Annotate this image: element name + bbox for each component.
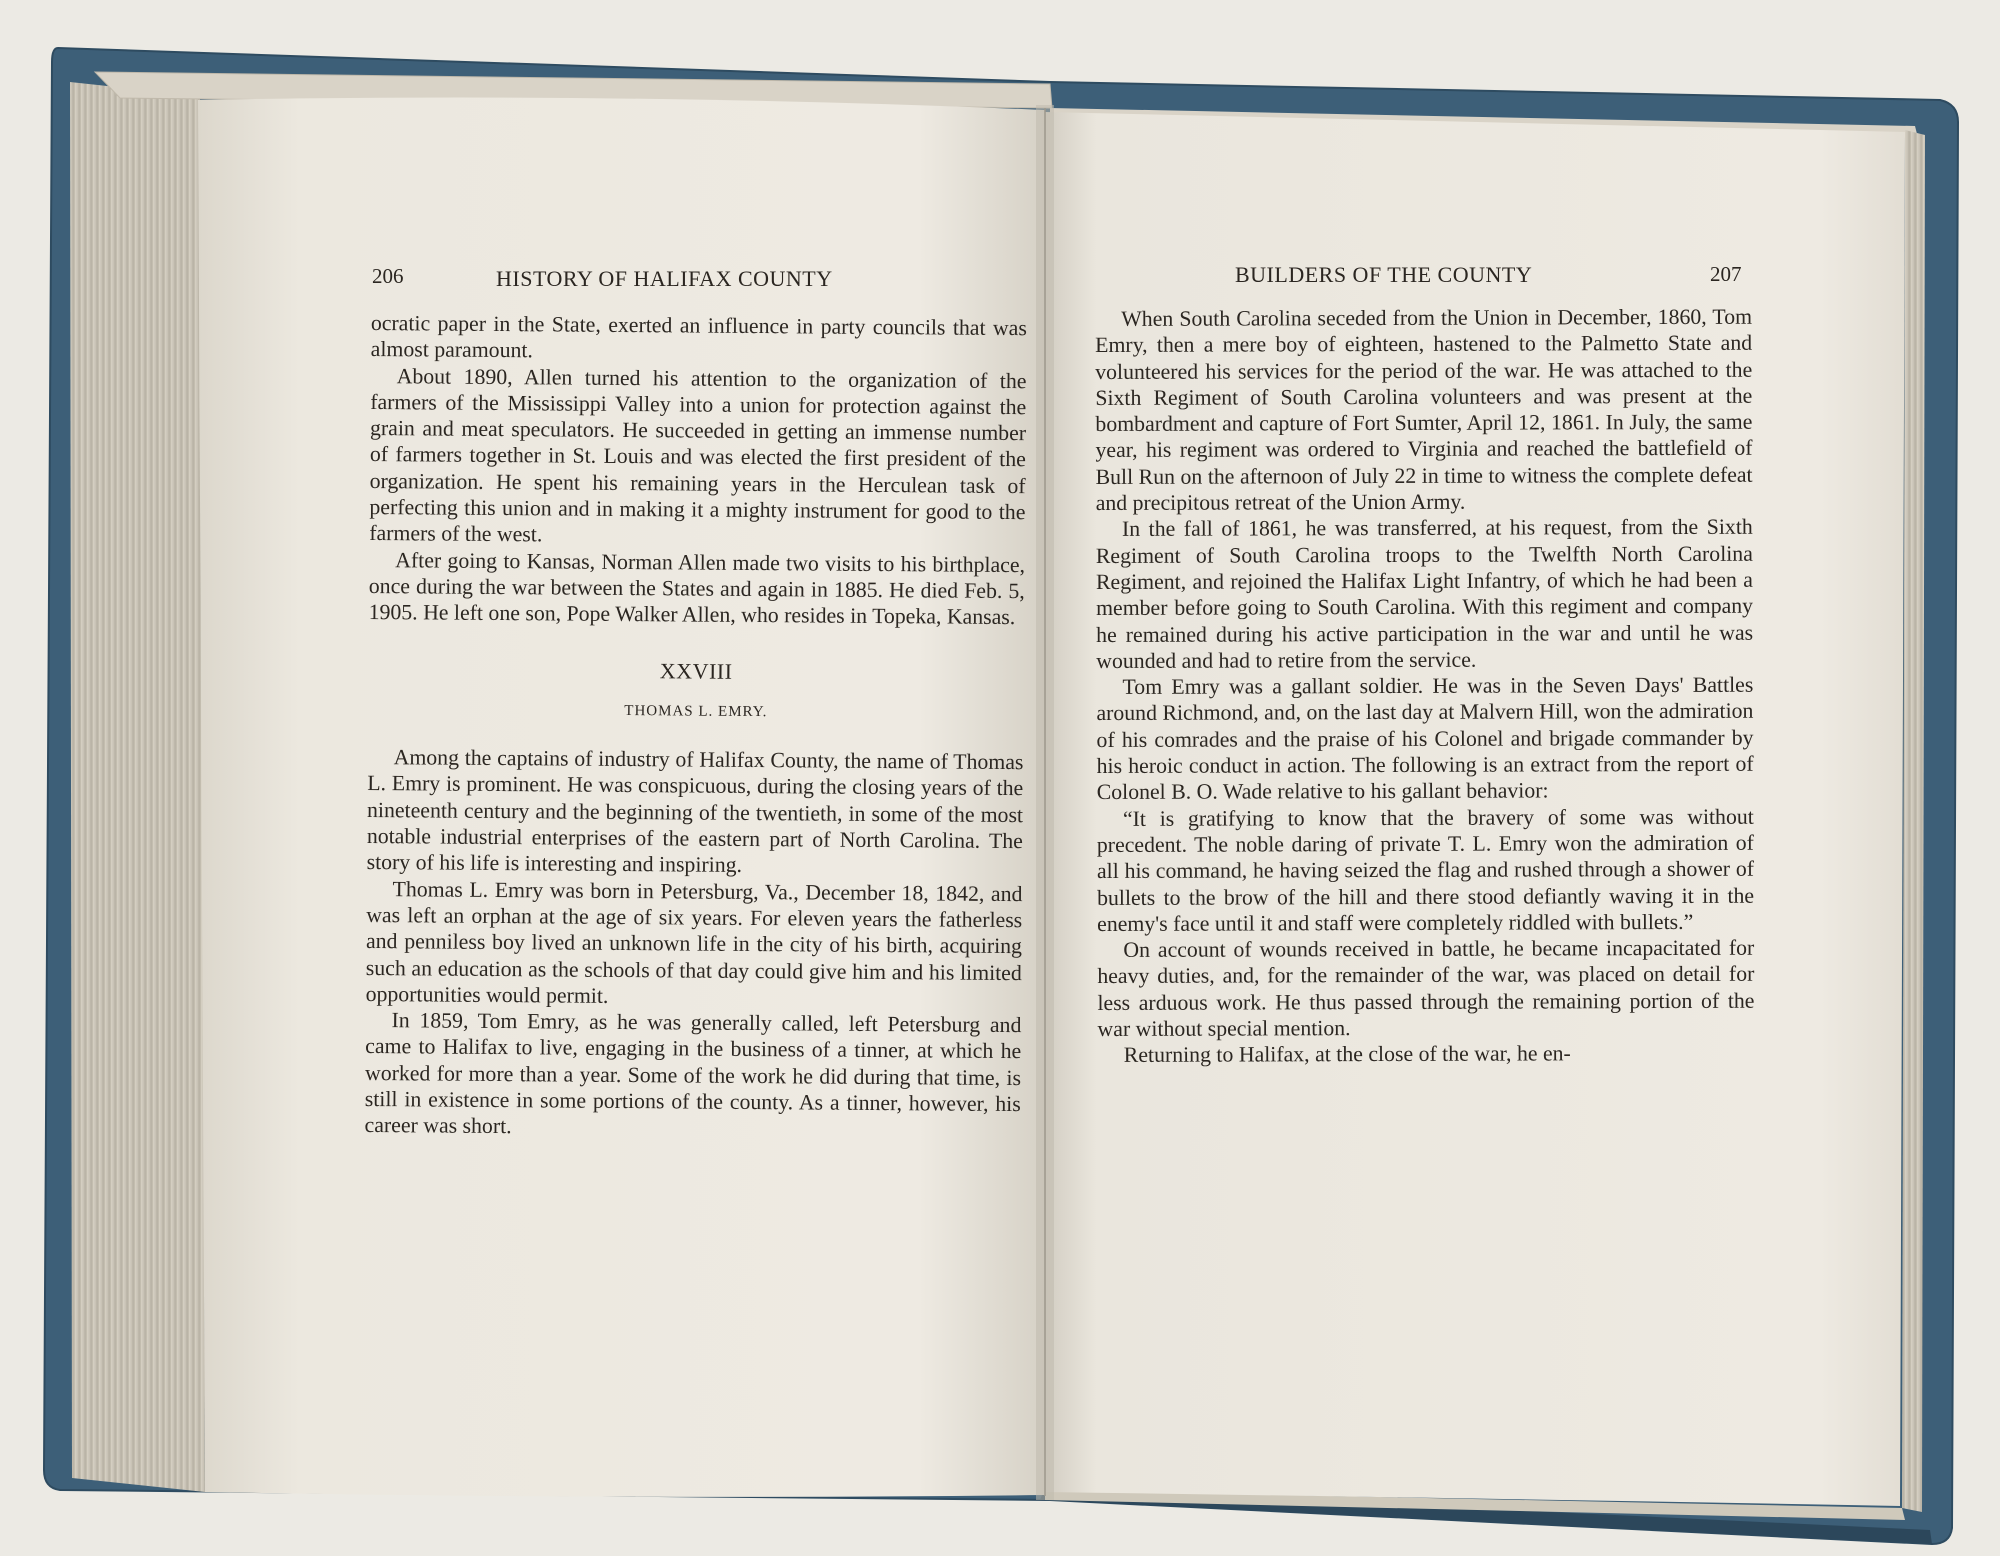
paragraph: On account of wounds received in battle, he became incapacitated for heavy duties, and, for the remainder of the war, was placed on detail for less arduous work. He thus passed through the remaining portion of the war without special mention. [1097, 935, 1755, 1042]
paragraph: In the fall of 1861, he was transferred, at his request, from the Sixth Regiment of South Carolina troops to the Twelfth North Carolina Regiment, and rejoined the Halifax Light Infantry, of which he had been a member before going to South Carolina. With this regiment and company he remained during his active participation in the war and until he was wounded and had to retire from the service. [1095, 515, 1754, 673]
left-page-number: 206 [372, 264, 404, 288]
left-running-head: HISTORY OF HALIFAX COUNTY [496, 266, 833, 291]
paragraph: ocratic paper in the State, exerted an influence in party councils that was almost paramount. [370, 310, 1027, 363]
right-running-head: BUILDERS OF THE COUNTY [1235, 262, 1533, 287]
page-edges-left [70, 82, 205, 1492]
paragraph: When South Carolina seceded from the Union in December, 1860, Tom Emry, then a mere boy of eighteen, hastened to the Palmetto State and volunteered his services for the period of the war. He was attached to the Sixth Regiment of South Carolina volunteers and was present at the bombardment and capture of Fort Sumter, April 12, 1861. In July, the same year, his regiment was ordered to Virginia and reached the battlefield of Bull Run on the afternoon of July 22 in time to witness the complete defeat and precipitous retreat of the Union Army. [1095, 304, 1753, 516]
paragraph: About 1890, Allen turned his attention to the organization of the farmers of the Mississippi Valley into a union for protection against the grain and meat speculators. He succeeded in getting an immense number of farmers together in St. Louis and was elected the first president of the organization. He spent his remaining years in the Herculean task of perfecting this union and in making it a mighty instrument for good to the farmers of the west. [369, 363, 1027, 547]
left-page-body [364, 310, 1026, 1144]
paragraph: Tom Emry was a gallant soldier. He was in the Seven Days' Battles around Richmond, and, on the last day at Malvern Hill, won the admiration of his comrades and the praise of his Colonel and brigade commander by his heroic conduct in action. The following is an extract from the report of Colonel B. O. Wade relative to his gallant behavior: [1096, 672, 1754, 805]
paragraph: Among the captains of industry of Halifax County, the name of Thomas L. Emry is prominent. He was conspicuous, during the closing years of the nineteenth century and the beginning of the twentieth, in some of the most notable industrial enterprises of the eastern part of North Carolina. The story of his life is interesting and inspiring. [366, 745, 1024, 878]
right-page-number: 207 [1710, 262, 1742, 286]
page-edges-right [1902, 130, 1925, 1512]
paragraph: Returning to Halifax, at the close of the war, he en- [1123, 1041, 1571, 1068]
quotation: “It is gratifying to know that the bravery of some was without precedent. The noble daring of private T. L. Emry won the admiration of all his command, he having seized the flag and rushed through a shower of bullets to the brow of the hill and there stood defiantly waving it in the enemy's face until it and staff were completely riddled with bullets.” [1096, 804, 1755, 936]
paragraph: In 1859, Tom Emry, as he was generally called, left Petersburg and came to Halifax to live, engaging in the business of a tinner, at which he worked for more than a year. Some of the work he did during that time, is still in existence in some portions of the county. As a tinner, however, his career was short. [364, 1008, 1022, 1139]
paragraph: Thomas L. Emry was born in Petersburg, Va., December 18, 1842, and was left an orphan at the age of six years. For eleven years the fatherless and penniless boy lived an unknown life in the city of his birth, acquiring such an education as the schools of that day could give him and his limited opportunities would permit. [365, 876, 1023, 1008]
chapter-title: THOMAS L. EMRY. [624, 702, 768, 720]
right-page-body [1095, 304, 1755, 1069]
paragraph: After going to Kansas, Norman Allen made two visits to his birthplace, once during the war between the States and again in 1885. He died Feb. 5, 1905. He left one son, Pope Walker Allen, who resides in Topeka, Kansas. [368, 547, 1026, 630]
chapter-heading [368, 656, 1025, 728]
chapter-number: XXVIII [659, 657, 733, 684]
